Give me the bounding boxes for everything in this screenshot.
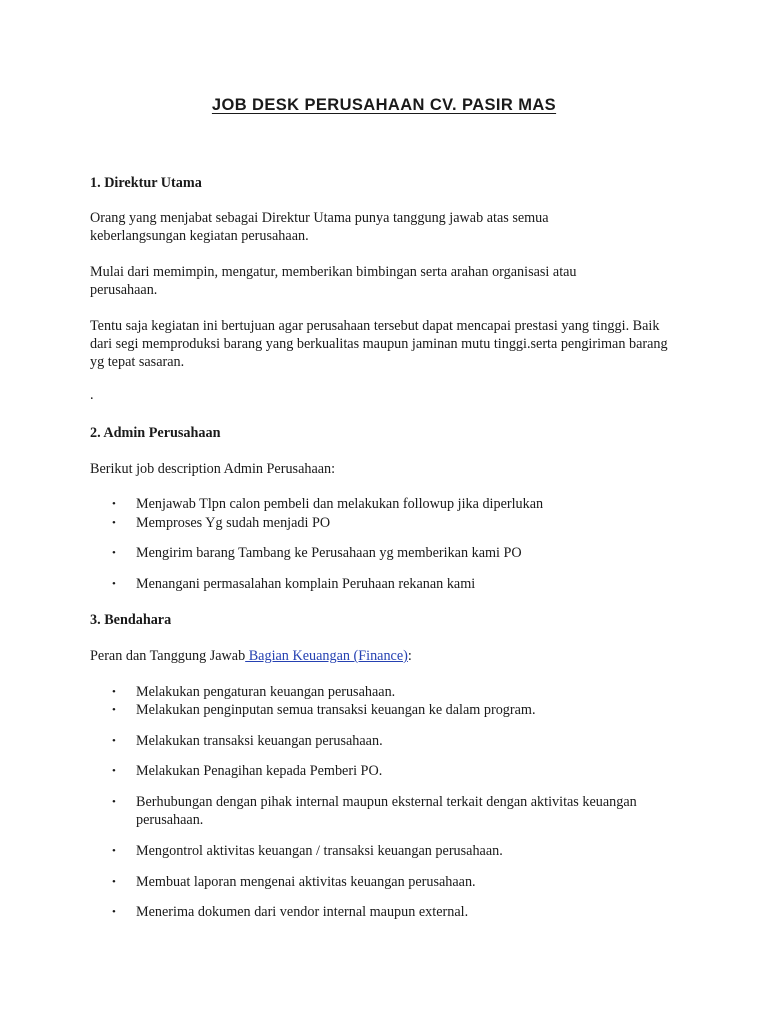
document-title: JOB DESK PERUSAHAAN CV. PASIR MAS bbox=[211, 96, 557, 114]
bullet-icon: • bbox=[112, 498, 116, 510]
list-item: • Mengontrol aktivitas keuangan / transaksi keuangan perusahaan. bbox=[112, 843, 503, 859]
list-item: • Memproses Yg sudah menjadi PO bbox=[112, 515, 331, 531]
list-item: • Melakukan transaksi keuangan perusahaan. bbox=[112, 733, 383, 749]
bullet-icon: • bbox=[112, 906, 116, 918]
section-heading-admin-perusahaan: 2. Admin Perusahaan bbox=[90, 425, 221, 441]
stray-period: . bbox=[90, 387, 94, 403]
list-item: • Menangani permasalahan komplain Peruhaan rekanan kami bbox=[112, 576, 476, 592]
list-item: • Melakukan Penagihan kepada Pemberi PO. bbox=[112, 763, 383, 779]
bullet-icon: • bbox=[112, 547, 116, 559]
bullet-icon: • bbox=[112, 517, 116, 529]
bullet-icon: • bbox=[112, 876, 116, 888]
list-item: • Menjawab Tlpn calon pembeli dan melakukan followup jika diperlukan bbox=[112, 496, 544, 512]
list-item: • Berhubungan dengan pihak internal maupun eksternal terkait dengan aktivitas keuangan perusahaan. bbox=[112, 794, 637, 828]
list-item: • Melakukan pengaturan keuangan perusahaan. bbox=[112, 684, 396, 700]
list-item: • Menerima dokumen dari vendor internal maupun external. bbox=[112, 904, 469, 920]
paragraph: Tentu saja kegiatan ini bertujuan agar perusahaan tersebut dapat mencapai prestasi yang tinggi. Baik dari segi memproduksi barang yang berkualitas maupun jaminan mutu tinggi.serta pengiriman barang yg tepat sasaran. bbox=[90, 318, 668, 370]
section-intro: Berikut job description Admin Perusahaan: bbox=[90, 461, 336, 477]
list-item: • Mengirim barang Tambang ke Perusahaan yg memberikan kami PO bbox=[112, 545, 522, 561]
bullet-icon: • bbox=[112, 796, 116, 808]
section-heading-direktur-utama: 1. Direktur Utama bbox=[90, 175, 202, 191]
bullet-icon: • bbox=[112, 735, 116, 747]
list-item: • Melakukan penginputan semua transaksi keuangan ke dalam program. bbox=[112, 702, 536, 718]
section-intro: Peran dan Tanggung Jawab Bagian Keuangan (Finance): bbox=[90, 648, 412, 664]
bullet-icon: • bbox=[112, 765, 116, 777]
finance-link[interactable]: Bagian Keuangan (Finance) bbox=[245, 648, 408, 664]
paragraph: Orang yang menjabat sebagai Direktur Utama punya tanggung jawab atas semua keberlangsungan kegiatan perusahaan. bbox=[90, 210, 549, 244]
bullet-icon: • bbox=[112, 686, 116, 698]
paragraph: Mulai dari memimpin, mengatur, memberikan bimbingan serta arahan organisasi atau perusahaan. bbox=[90, 264, 577, 298]
bullet-icon: • bbox=[112, 578, 116, 590]
bullet-icon: • bbox=[112, 704, 116, 716]
section-heading-bendahara: 3. Bendahara bbox=[90, 612, 172, 628]
bullet-icon: • bbox=[112, 845, 116, 857]
list-item: • Membuat laporan mengenai aktivitas keuangan perusahaan. bbox=[112, 874, 476, 890]
